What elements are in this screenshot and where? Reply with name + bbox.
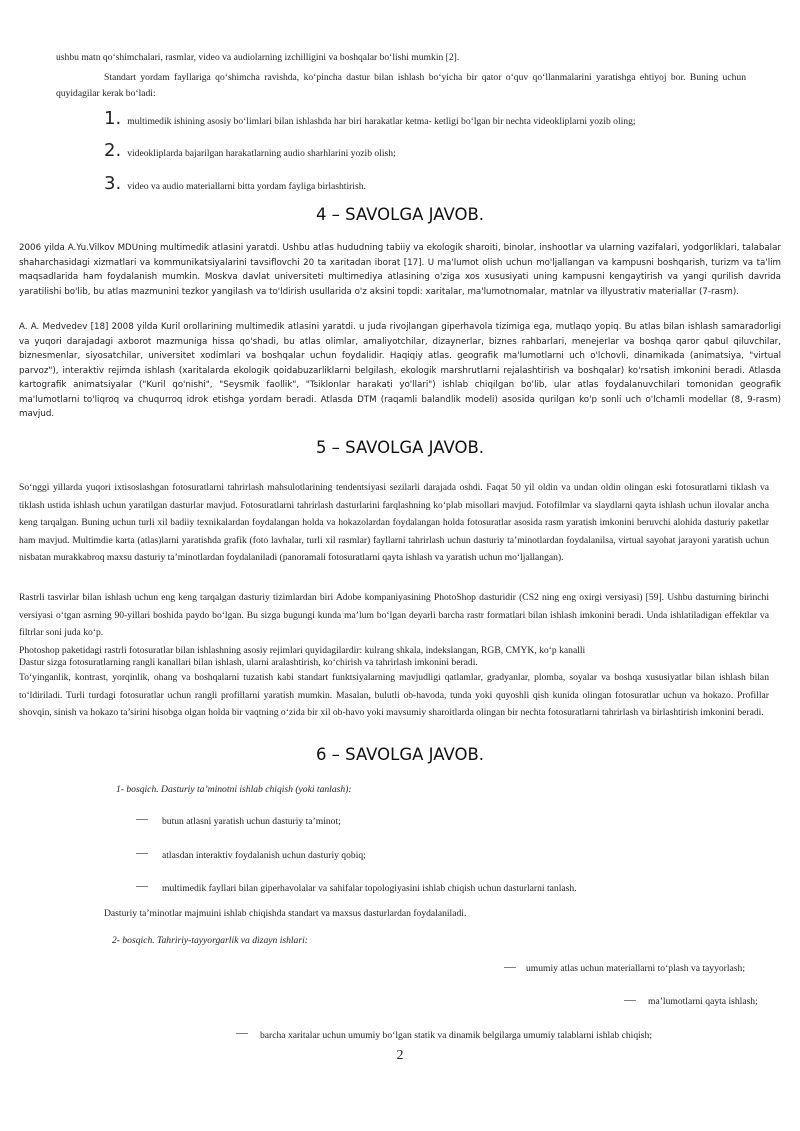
list-number: 3. [104, 173, 122, 194]
dash-bullet: — [136, 878, 148, 892]
intro-continuation: ushbu matn qo‘shimchalari, rasmlar, video va audiolarning izchilligini va boshqalar bo‘lishi mumkin [2]. [56, 52, 460, 63]
dash-list-item: atlasdan interaktiv foydalanish uchun dasturiy qobiq; [162, 850, 366, 861]
list-item [104, 140, 754, 161]
list-number: 1. [104, 108, 122, 129]
list-item-text: videokliplarda bajarilgan harakatlarning audio sharhlarini yozib olish; [127, 148, 396, 159]
section5-paragraph-4: To‘yinganlik, kontrast, yorqinlik, ohang va boshqalarni tuzatish kabi standart funktsiyalarning mavjudligi qatlamlar, gradyanlar, plomba, soyalar va boshqa xususiyatlar bilan ishlash bilan to‘ldiriladi. Turli turdagi fotosuratlar uchun rangli profillarni yaratish mumkin. Masalan, bulutli ob-havoda, tunda yoki quyoshli qish kunida olingan fotosuratlar uchun va hokazo. Profillar shovqin, sinish va hokazo ta’sirini hisobga olgan holda bir vaqtning o‘zida bir xil ob-havo yoki mavsumiy sharoitlarda olingan bir nechta fotosuratlarni tahrirlash va birlashtirish imkonini beradi. [19, 672, 769, 718]
dash-bullet: — [136, 845, 148, 859]
section4-paragraph-1: 2006 yilda A.Yu.Vilkov MDUning multimedik atlasini yaratdi. Ushbu atlas hududning tabiiy va ekologik sharoiti, binolar, inshootlar va ularning vazifalari, yodgorliklari, talabalar shaharchasidagi xizmatlari va kommunikatsiyalarini tavsiflovchi 20 ta xaritadan iborat [17]. U ma'lumot olish uchun mo'ljallangan va kampusni boshqarish, turizm va ta'lim maqsadlarida ham foydalanish mumkin. Moskva davlat universiteti multimediya atlasining o'ziga xos xususiyati uning kampusni kengaytirish va yangi qurilish davrida yaratilishi bo'lib, bu atlas mazmunini tezkor yangilash va to'ldirish usullarida o'z aksini topdi: xaritalar, ma'lumotnomalar, matnlar va illyustrativ materiallar (7-rasm). [19, 243, 781, 297]
section6-paragraph-1: Dasturiy ta’minotlar majmuini ishlab chiqishda standart va maxsus dasturlardan foydalaniladi. [104, 908, 467, 919]
section5-paragraph-2: Rastrli tasvirlar bilan ishlash uchun eng keng tarqalgan dasturiy tizimlardan biri Adobe kompaniyasining PhotoShop dasturidir (CS2 ning eng oxirgi versiyasi) [59]. Ushbu dasturning birinchi versiyasi o‘tgan asrning 90-yillari boshida paydo bo‘lgan. Bu sizga bugungi kunda ma’lum bo‘lgan deyarli barcha rastr formatlari bilan ishlash imkonini beradi. Unda ishlatiladigan effektlar va filtrlar soni juda ko‘p. [19, 592, 769, 638]
dash-list-item: ma’lumotlarni qayta ishlash; [648, 996, 758, 1007]
section-heading-5: 5 – SAVOLGA JAVOB. [315, 438, 485, 457]
list-item [104, 108, 754, 129]
dash-list-item: umumiy atlas uchun materiallarni to‘plash va tayyorlash; [526, 963, 745, 974]
intro-paragraph: Standart yordam fayllariga qo‘shimcha ravishda, ko‘pincha dastur bilan ishlash bo‘yicha bir qator o‘quv qo‘llanmalarini yaratishga ehtiyoj bor. Buning uchun quyidagilar kerak bo‘ladi: [56, 72, 746, 99]
list-number: 2. [104, 140, 122, 161]
dash-bullet: — [136, 811, 148, 825]
section-heading-6: 6 – SAVOLGA JAVOB. [315, 745, 485, 764]
dash-list-item: barcha xaritalar uchun umumiy bo‘lgan statik va dinamik belgilarga umumiy talablarni ishlab chiqish; [260, 1030, 652, 1041]
dash-bullet: — [624, 992, 636, 1006]
section5-paragraph-3b: Dastur sizga fotosuratlarning rangli kanallari bilan ishlash, ularni aralashtirish, ko‘chirish va tahrirlash imkonini beradi. [19, 657, 478, 668]
list-item-text: video va audio materiallarni bitta yordam fayliga birlashtirish. [127, 181, 366, 192]
dash-list-item: multimedik fayllari bilan giperhavolalar va sahifalar topologiyasini ishlab chiqish uchun dasturlarni tanlash. [162, 883, 577, 894]
dash-list-item: butun atlasni yaratish uchun dasturiy ta’minot; [162, 816, 341, 827]
page-number: 2 [396, 1048, 404, 1063]
section5-paragraph-1: So‘nggi yillarda yuqori ixtisoslashgan fotosuratlarni tahrirlash mahsulotlarining tendentsiyasi sezilarli darajada oshdi. Faqat 50 yil oldin va undan oldin olingan eski fotosuratlarni tiklash va tiklash ustida ishlash uchun yaratilgan dasturlar mavjud. Fotosuratlarni tahrirlash dasturlarini farqlashning ko‘plab misollari mavjud. Fotofilmlar va slaydlarni qayta ishlash uchun ilovalar ancha keng tarqalgan. Buning uchun turli xil badiiy texnikalardan foydalangan holda va hokazolardan foydalangan holda fotosuratlar asosida rasm yaratish imkonini beruvchi alohida dasturiy paketlar ham mavjud. Multimdie karta (atlas)larni yaratishda grafik (foto lavhalar, turli xil rasmlar) fayllarni tahrirlash uchun dasturiy ta’minotlardan foydalanilsa, virtual sayohat jarayoni yaratish uchun nisbatan murakkabroq maxsu dasturiy ta’minotlardan foydalaniladi (panoramali fotosuratlarni qayta ishlash va yaratish uchun mo‘ljallangan). [19, 482, 769, 563]
section4-paragraph-2: A. A. Medvedev [18] 2008 yilda Kuril orollarining multimedik atlasini yaratdi. u juda rivojlangan giperhavola tizimiga ega, mutlaqo yopiq. Bu atlas bilan ishlash samaradorligi va yuqori darajadagi axborot mazmuniga hissa qo'shadi, bu atlas olimlar, amaliyotchilar, dizaynerlar, biznes rahbarlari, menejerlar va boshqa qaror qabul qiluvchilar, biznesmenlar, siyosatchilar, universitet xodimlari va boshqalar uchun foydalidir. Haqiqiy atlas. geografik ma'lumotlarni uch o'lchovli, dinamikada (animatsiya, "virtual parvoz"), interaktiv rejimda ishlash (xaritalarda ekologik qoidabuzarliklarni belgilash, ekologik marshrutlarni rejalashtirish va boshqalar) ko'rsatish imkonini beradi. Atlasda kartografik animatsiyalar ("Kuril qo'nishi", "Seysmik faollik", "Tsiklonlar harakati yo'llari") ishlab chiqilgan bo'lib, ular atlas foydalanuvchilari tomonidan geografik ma'lumotlarni to'liqroq va chuqurroq idrok etishga yordam beradi. Atlasda DTM (raqamli balandlik modeli) asosida qurilgan ko'p sonli uch o'lchamli modellar (8, 9-rasm) mavjud. [19, 322, 781, 419]
section5-paragraph-3a: Photoshop paketidagi rastrli fotosuratlar bilan ishlashning asosiy rejimlari quyidagilardir: kulrang shkala, indekslangan, RGB, CMYK, ko‘p kanalli [19, 645, 586, 656]
list-item [104, 173, 754, 194]
dash-bullet: — [236, 1025, 248, 1039]
list-item-text: multimedik ishining asosiy bo‘limlari bilan ishlashda har biri harakatlar ketma- ketligi bo‘lgan bir nechta videokliplarni yozib oling; [127, 116, 636, 127]
stage-1-title: 1- bosqich. Dasturiy ta’minotni ishlab chiqish (yoki tanlash): [116, 784, 352, 795]
section-heading-4: 4 – SAVOLGA JAVOB. [315, 205, 485, 224]
stage-2-title: 2- bosqich. Tahririy-tayyorgarlik va dizayn ishlari: [112, 935, 308, 946]
dash-bullet: — [504, 959, 516, 973]
